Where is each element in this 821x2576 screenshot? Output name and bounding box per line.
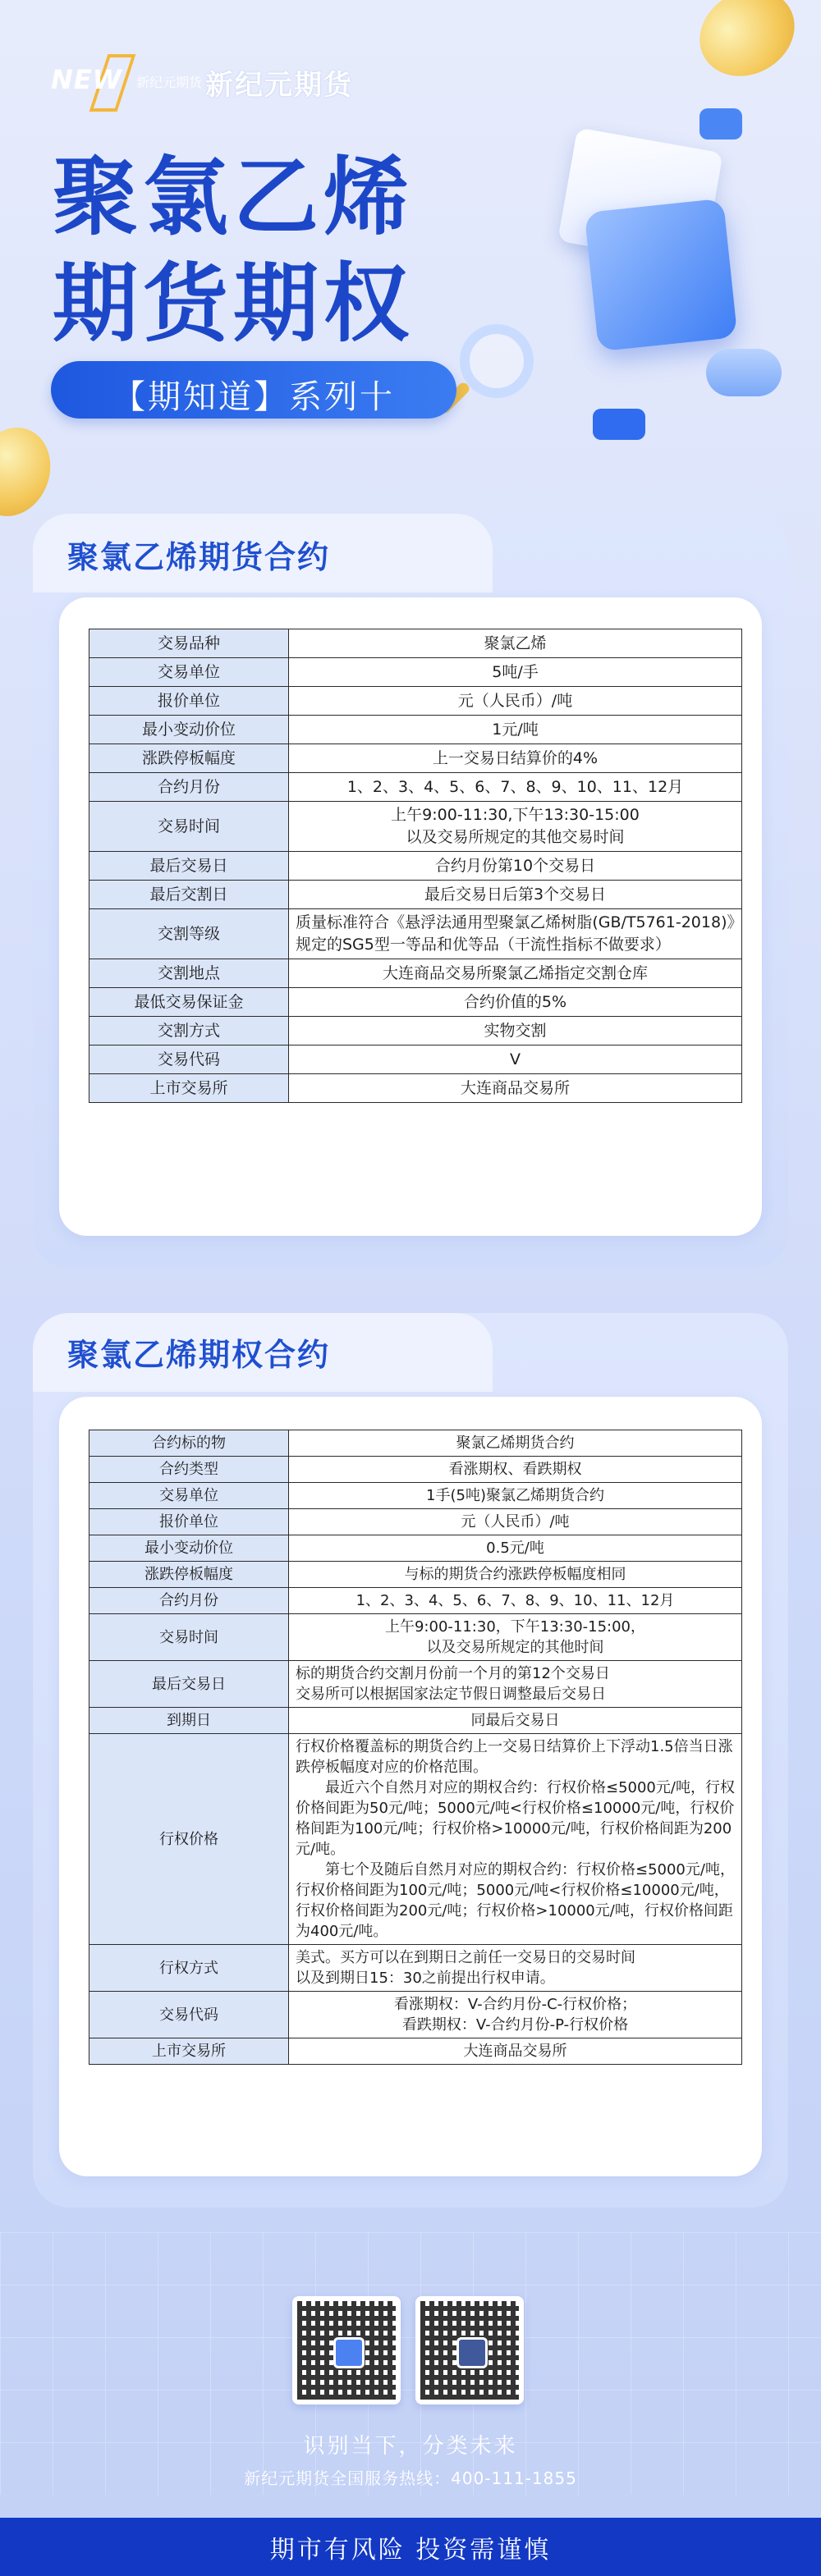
table-row <box>89 802 742 852</box>
row-label: 涨跌停板幅度 <box>89 744 289 773</box>
chat-bubble-icon <box>699 108 742 140</box>
row-label: 行权价格 <box>89 1734 289 1945</box>
row-value: 5吨/手 <box>289 658 742 687</box>
table-row <box>89 909 742 959</box>
row-value: 大连商品交易所 <box>289 2038 742 2065</box>
value-line: 以及到期日15：30之前提出行权申请。 <box>296 1970 555 1987</box>
row-value: 聚氯乙烯期货合约 <box>289 1430 742 1457</box>
row-value: 与标的期货合约涨跌停板幅度相同 <box>289 1562 742 1588</box>
row-label: 合约月份 <box>89 773 289 802</box>
table-row <box>89 1509 742 1535</box>
play-badge-icon <box>593 409 645 440</box>
series-label: 【期知道】系列十 <box>112 378 395 416</box>
brand-name: 新纪元期货 <box>205 69 353 102</box>
row-value: 大连商品交易所聚氯乙烯指定交割仓库 <box>289 959 742 988</box>
row-label: 最小变动价位 <box>89 716 289 744</box>
options-spec-table <box>89 1430 742 2065</box>
logo-new: NEW <box>51 64 122 95</box>
row-value: 聚氯乙烯 <box>289 629 742 658</box>
value-line: 看跌期权：V-合约月份-P-行权价格 <box>401 2016 629 2034</box>
table-row <box>89 1457 742 1483</box>
table-row <box>89 1535 742 1562</box>
row-value: 实物交割 <box>289 1017 742 1045</box>
table-row <box>89 1017 742 1045</box>
options-section-title: 聚氯乙烯期权合约 <box>67 1337 331 1373</box>
app-logo-icon <box>333 2337 365 2368</box>
row-label: 上市交易所 <box>89 2038 289 2065</box>
row-label: 交割地点 <box>89 959 289 988</box>
row-value <box>289 1992 742 2038</box>
table-row <box>89 1614 742 1661</box>
table-row <box>89 1562 742 1588</box>
row-label: 报价单位 <box>89 1509 289 1535</box>
row-label: 合约标的物 <box>89 1430 289 1457</box>
row-value: 元（人民币）/吨 <box>289 1509 742 1535</box>
table-row <box>89 716 742 744</box>
row-value: 质量标准符合《悬浮法通用型聚氯乙烯树脂(GB/T5761-2018)》规定的SG5型一等品和优等品（干流性指标不做要求） <box>289 909 742 959</box>
magnifier-icon <box>460 324 534 398</box>
value-line: 上午9:00-11:30，下午13:30-15:00， <box>384 1618 646 1636</box>
row-value: 合约月份第10个交易日 <box>289 852 742 881</box>
value-paragraph: 最近六个自然月对应的期权合约：行权价格≤5000元/吨，行权价格间距为50元/吨；5000元/吨<行权价格≤10000元/吨，行权价格间距为100元/吨；行权价格>10000元/吨，行权价格间距为200元/吨。 <box>296 1779 735 1858</box>
row-value: 0.5元/吨 <box>289 1535 742 1562</box>
row-label: 交易时间 <box>89 1614 289 1661</box>
row-value <box>289 1734 742 1945</box>
row-value: 看涨期权、看跌期权 <box>289 1457 742 1483</box>
row-label: 行权方式 <box>89 1945 289 1992</box>
row-label: 最小变动价位 <box>89 1535 289 1562</box>
row-label: 交割方式 <box>89 1017 289 1045</box>
futures-section-title: 聚氯乙烯期货合约 <box>67 539 331 575</box>
row-label: 交割等级 <box>89 909 289 959</box>
row-value: 合约价值的5% <box>289 988 742 1017</box>
row-value: 1、2、3、4、5、6、7、8、9、10、11、12月 <box>289 773 742 802</box>
row-label: 交易代码 <box>89 1045 289 1074</box>
row-value: 大连商品交易所 <box>289 1074 742 1103</box>
row-value: 元（人民币）/吨 <box>289 687 742 716</box>
table-row <box>89 1588 742 1614</box>
table-row <box>89 959 742 988</box>
table-row <box>89 1661 742 1708</box>
cloud-icon <box>706 349 782 396</box>
table-row <box>89 1734 742 1945</box>
table-row <box>89 1708 742 1734</box>
row-label: 到期日 <box>89 1708 289 1734</box>
table-row <box>89 773 742 802</box>
value-line: 美式。买方可以在到期日之前任一交易日的交易时间 <box>296 1949 635 1966</box>
service-hotline: 新纪元期货全国服务热线：400-111-1855 <box>244 2468 577 2488</box>
row-value <box>289 1945 742 1992</box>
table-row <box>89 988 742 1017</box>
value-line: 以及交易所规定的其他交易时间 <box>406 828 625 846</box>
row-label: 交易品种 <box>89 629 289 658</box>
row-value: 同最后交易日 <box>289 1708 742 1734</box>
row-value <box>289 802 742 852</box>
value-paragraph: 行权价格覆盖标的期货合约上一交易日结算价上下浮动1.5倍当日涨跌停板幅度对应的价格范围。 <box>296 1738 733 1776</box>
qr-code[interactable] <box>292 2296 401 2404</box>
row-value: 最后交易日后第3个交易日 <box>289 881 742 909</box>
row-value: 上一交易日结算价的4% <box>289 744 742 773</box>
logo-small-text: 新纪元期货 <box>136 75 203 90</box>
table-row <box>89 1483 742 1509</box>
gold-coin-icon <box>684 0 810 93</box>
row-label: 报价单位 <box>89 687 289 716</box>
table-row <box>89 1430 742 1457</box>
table-row <box>89 744 742 773</box>
row-label: 交易时间 <box>89 802 289 852</box>
row-label: 交易单位 <box>89 658 289 687</box>
value-line: 看涨期权：V-合约月份-C-行权价格； <box>393 1996 637 2013</box>
row-value <box>289 1661 742 1708</box>
qr-code[interactable] <box>415 2296 524 2404</box>
page-title-line2: 期货期权 <box>53 254 415 354</box>
row-value <box>289 1614 742 1661</box>
folder-icon <box>585 199 738 352</box>
row-label: 最后交易日 <box>89 1661 289 1708</box>
row-value: 1、2、3、4、5、6、7、8、9、10、11、12月 <box>289 1588 742 1614</box>
row-label: 最后交割日 <box>89 881 289 909</box>
row-label: 最后交易日 <box>89 852 289 881</box>
row-label: 上市交易所 <box>89 1074 289 1103</box>
table-row <box>89 852 742 881</box>
row-label: 最低交易保证金 <box>89 988 289 1017</box>
row-label: 涨跌停板幅度 <box>89 1562 289 1588</box>
futures-spec-table <box>89 629 742 1103</box>
table-row <box>89 629 742 658</box>
value-line: 交易所可以根据国家法定节假日调整最后交易日 <box>296 1686 606 1703</box>
slogan: 识别当下，分类未来 <box>303 2434 518 2459</box>
value-line: 标的期货合约交割月份前一个月的第12个交易日 <box>296 1665 610 1682</box>
value-paragraph: 第七个及随后自然月对应的期权合约：行权价格≤5000元/吨，行权价格间距为100元/吨；5000元/吨<行权价格≤10000元/吨，行权价格间距为200元/吨；行权价格>10000元/吨，行权价格间距为400元/吨。 <box>296 1861 735 1940</box>
row-value: 1元/吨 <box>289 716 742 744</box>
table-row <box>89 1992 742 2038</box>
table-row <box>89 1045 742 1074</box>
value-line: 上午9:00-11:30,下午13:30-15:00 <box>391 806 640 824</box>
row-value: V <box>289 1045 742 1074</box>
table-row <box>89 1074 742 1103</box>
risk-warning: 期市有风险 投资需谨慎 <box>269 2536 552 2565</box>
row-label: 合约类型 <box>89 1457 289 1483</box>
table-row <box>89 881 742 909</box>
gold-coin-icon <box>0 417 62 527</box>
table-row <box>89 687 742 716</box>
row-label: 交易单位 <box>89 1483 289 1509</box>
table-row <box>89 658 742 687</box>
table-row <box>89 2038 742 2065</box>
value-line: 以及交易所规定的其他时间 <box>426 1639 604 1656</box>
app-logo-icon <box>456 2337 488 2368</box>
row-label: 交易代码 <box>89 1992 289 2038</box>
table-row <box>89 1945 742 1992</box>
row-value: 1手(5吨)聚氯乙烯期货合约 <box>289 1483 742 1509</box>
row-label: 合约月份 <box>89 1588 289 1614</box>
page-title-line1: 聚氯乙烯 <box>53 147 415 247</box>
